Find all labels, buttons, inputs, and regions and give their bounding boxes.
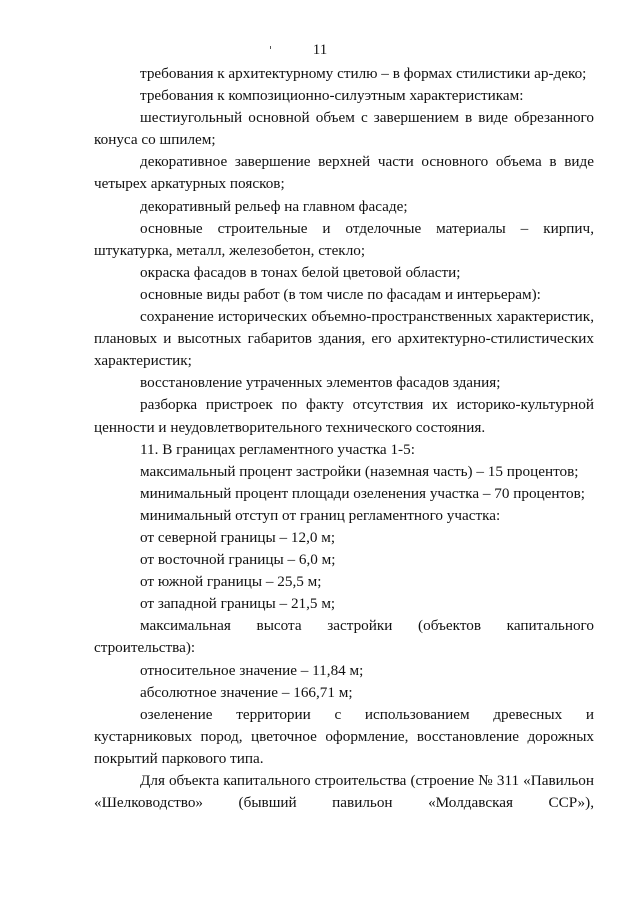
- paragraph: от западной границы – 21,5 м;: [140, 595, 336, 613]
- paragraph: окраска фасадов в тонах белой цветовой области;: [140, 263, 461, 281]
- paragraph: основные строительные и отделочные материалы – кирпич, штукатурка, металл, железобетон, стекло;: [94, 219, 594, 259]
- paragraph: минимальный процент площади озеленения участка – 70 процентов;: [140, 484, 585, 502]
- paragraph: максимальная высота застройки (объектов капитального строительства):: [94, 617, 594, 657]
- paragraph: основные виды работ (в том числе по фасадам и интерьерам):: [140, 285, 541, 303]
- paragraph: восстановление утраченных элементов фасадов здания;: [140, 374, 501, 392]
- paragraph: требования к архитектурному стилю – в формах стилистики ар-деко;: [140, 65, 587, 82]
- paragraph: от восточной границы – 6,0 м;: [140, 551, 336, 569]
- paragraph: Для объекта капитального строительства (строение № 311 «Павильон «Шелководство» (бывший павильон «Молдавская ССР»),: [94, 772, 594, 812]
- paragraph: требования к композиционно-силуэтным характеристикам:: [140, 87, 524, 105]
- page-number: 11: [312, 42, 328, 58]
- paragraph: сохранение исторических объемно-пространственных характеристик, плановых и высотных габаритов здания, его архитектурно-стилистических характеристик;: [94, 308, 594, 370]
- section-heading: 11. В границах регламентного участка 1-5:: [140, 440, 415, 458]
- paragraph: разборка пристроек по факту отсутствия их историко-культурной ценности и неудовлетворительного технического состояния.: [94, 396, 594, 436]
- paragraph: относительное значение – 11,84 м;: [140, 661, 364, 679]
- paragraph: озеленение территории с использованием древесных и кустарниковых пород, цветочное оформление, восстановление дорожных покрытий паркового типа.: [94, 705, 594, 767]
- paragraph: минимальный отступ от границ регламентного участка:: [140, 506, 501, 524]
- paragraph: максимальный процент застройки (наземная часть) – 15 процентов;: [140, 462, 579, 480]
- paragraph: от южной границы – 25,5 м;: [140, 573, 322, 591]
- paragraph: шестиугольный основной объем с завершением в виде обрезанного конуса со шпилем;: [94, 109, 594, 149]
- paragraph: декоративный рельеф на главном фасаде;: [140, 197, 408, 215]
- document-body: [94, 63, 594, 814]
- paragraph: абсолютное значение – 166,71 м;: [140, 683, 353, 701]
- paragraph: от северной границы – 12,0 м;: [140, 528, 336, 546]
- paragraph: декоративное завершение верхней части основного объема в виде четырех аркатурных поясков;: [94, 153, 594, 193]
